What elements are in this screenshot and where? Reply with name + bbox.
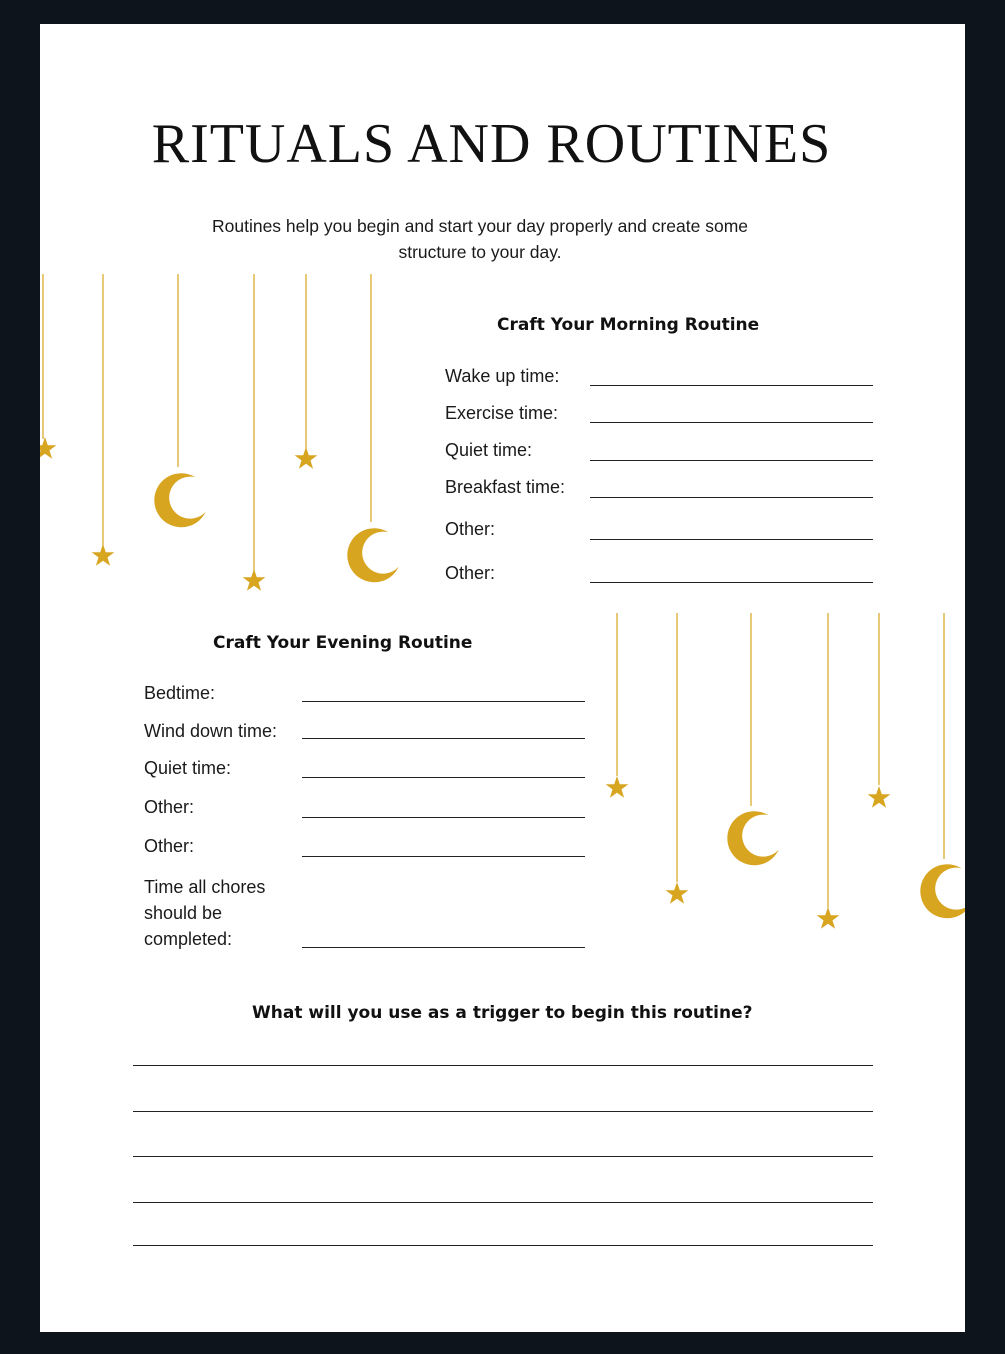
evening-other-label: Other:: [144, 797, 195, 817]
morning-other-field[interactable]: [590, 582, 873, 583]
worksheet-page: [40, 24, 965, 1332]
page-title: RITUALS AND ROUTINES: [151, 113, 832, 175]
crescent-moon-icon: [154, 473, 205, 527]
hanging-decor-left: [40, 274, 420, 604]
morning-routine-heading: Craft Your Morning Routine: [497, 315, 760, 335]
chores-completed-label: Time all chores should be completed:: [144, 877, 266, 949]
evening-other-field[interactable]: [302, 817, 585, 818]
wake-up-time-label: Wake up time:: [445, 366, 560, 386]
trigger-answer-line[interactable]: [133, 1156, 873, 1157]
star-icon: [868, 786, 891, 808]
trigger-answer-line[interactable]: [133, 1245, 873, 1246]
star-icon: [817, 907, 840, 929]
wake-up-time-field[interactable]: [590, 385, 873, 386]
intro-text: Routines help you begin and start your day properly and create some structure to your day.: [211, 216, 748, 262]
breakfast-time-label: Breakfast time:: [445, 477, 566, 497]
exercise-time-label: Exercise time:: [445, 403, 559, 423]
trigger-answer-line[interactable]: [133, 1202, 873, 1203]
wind-down-time-label: Wind down time:: [144, 721, 278, 741]
star-icon: [243, 569, 266, 591]
trigger-question: What will you use as a trigger to begin this routine?: [252, 1003, 753, 1023]
morning-quiet-time-field[interactable]: [590, 460, 873, 461]
wind-down-time-field[interactable]: [302, 738, 585, 739]
crescent-moon-icon: [920, 864, 965, 918]
star-icon: [295, 447, 318, 469]
hanging-decor-right: [600, 613, 965, 943]
breakfast-time-field[interactable]: [590, 497, 873, 498]
evening-routine-heading: Craft Your Evening Routine: [213, 633, 473, 653]
bedtime-label: Bedtime:: [144, 683, 216, 703]
morning-other-field[interactable]: [590, 539, 873, 540]
crescent-moon-icon: [347, 528, 398, 582]
exercise-time-field[interactable]: [590, 422, 873, 423]
star-icon: [606, 776, 629, 798]
star-icon: [92, 544, 115, 566]
morning-quiet-time-label: Quiet time:: [445, 440, 533, 460]
evening-quiet-time-field[interactable]: [302, 777, 585, 778]
morning-other-label: Other:: [445, 563, 496, 583]
evening-quiet-time-label: Quiet time:: [144, 758, 232, 778]
morning-other-label: Other:: [445, 519, 496, 539]
star-icon: [40, 437, 56, 459]
trigger-answer-line[interactable]: [133, 1065, 873, 1066]
bedtime-field[interactable]: [302, 701, 585, 702]
evening-other-label: Other:: [144, 836, 195, 856]
star-icon: [666, 882, 689, 904]
chores-completed-field[interactable]: [302, 947, 585, 948]
evening-other-field[interactable]: [302, 856, 585, 857]
crescent-moon-icon: [727, 811, 778, 865]
trigger-answer-line[interactable]: [133, 1111, 873, 1112]
